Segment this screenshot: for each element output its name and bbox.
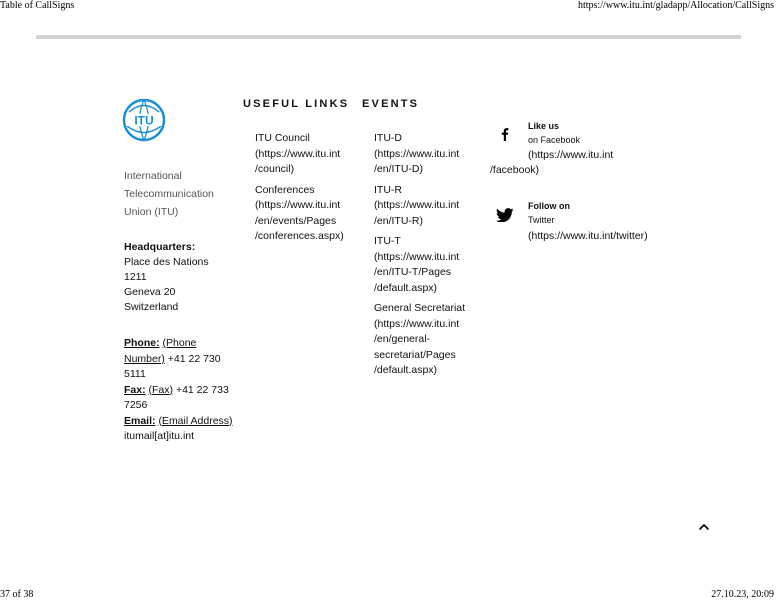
facebook-url-line-1: (https://www.itu.int <box>528 149 614 161</box>
org-line-1: International <box>124 170 182 182</box>
twitter-title: Follow on <box>528 201 570 211</box>
facebook-title: Like us <box>528 121 560 131</box>
phone-row <box>124 336 236 383</box>
email-label: Email: <box>124 414 156 427</box>
fax-row <box>124 383 236 414</box>
phone-label: Phone: <box>124 337 160 349</box>
contact-info <box>124 336 236 445</box>
link-conferences[interactable] <box>255 183 355 245</box>
org-line-2: Telecommunication <box>124 188 214 200</box>
address-line-1: Place des Nations <box>124 256 209 268</box>
email-value: itumail[at]itu.int <box>124 430 195 442</box>
link-label: ITU-R <box>374 183 402 196</box>
link-label: ITU Council <box>255 132 310 144</box>
link-label: ITU-D <box>374 132 402 144</box>
twitter-subtitle: Twitter <box>528 215 555 225</box>
link-itu-council[interactable] <box>255 131 355 178</box>
link-url: (https://www.itu.int /council) <box>255 147 341 175</box>
facebook-subtitle: on Facebook <box>528 135 581 145</box>
twitter-icon <box>496 208 514 222</box>
link-label: ITU-T <box>374 235 401 247</box>
print-footer-page: 37 of 38 <box>0 589 34 600</box>
facebook-icon <box>498 127 512 141</box>
fax-value: +41 22 733 7256 <box>124 383 229 411</box>
twitter-url: (https://www.itu.int/twitter) <box>528 230 648 242</box>
headquarters-label: Headquarters: <box>124 241 196 253</box>
link-url: (https://www.itu.int /en/general- secretariat/Pages /default.aspx) <box>374 317 460 376</box>
print-header-url: https://www.itu.int/gladapp/Allocation/CallSigns <box>577 0 774 11</box>
facebook-url-line-2: /facebook) <box>490 164 540 176</box>
link-url: (https://www.itu.int /en/ITU-R) <box>374 199 460 227</box>
link-itu-t[interactable] <box>374 234 474 296</box>
useful-links-list <box>255 131 355 250</box>
footer-divider <box>36 35 741 39</box>
fax-link[interactable]: (Fax) <box>148 383 174 396</box>
address-line-2: 1211 <box>124 271 147 283</box>
link-label: General Secretariat <box>374 302 466 314</box>
print-header-title: Table of CallSigns <box>0 0 75 11</box>
headquarters-address <box>124 240 209 315</box>
itu-logo-icon[interactable] <box>121 97 167 143</box>
events-heading: EVENTS <box>362 98 420 110</box>
link-itu-d[interactable] <box>374 131 474 178</box>
phone-link[interactable]: (Phone Number) <box>124 337 197 365</box>
address-line-3: Geneva 20 <box>124 286 176 298</box>
useful-links-heading: USEFUL LINKS <box>243 98 350 110</box>
link-url: (https://www.itu.int /en/events/Pages /conferences.aspx) <box>255 199 344 242</box>
events-list <box>374 131 474 384</box>
link-url: (https://www.itu.int /en/ITU-T/Pages /default.aspx) <box>374 250 460 294</box>
link-itu-r[interactable] <box>374 183 474 230</box>
phone-value: +41 22 730 5111 <box>124 352 221 380</box>
link-url: (https://www.itu.int /en/ITU-D) <box>374 147 460 175</box>
fax-label: Fax: <box>124 383 146 396</box>
address-line-4: Switzerland <box>124 301 179 313</box>
email-link[interactable]: (Email Address) <box>158 414 233 427</box>
link-general-secretariat[interactable] <box>374 301 474 379</box>
link-label: Conferences <box>255 183 315 196</box>
svg-text:ITU: ITU <box>134 113 154 128</box>
organization-name <box>124 167 214 221</box>
print-footer-datetime: 27.10.23, 20:09 <box>711 589 774 600</box>
org-line-3: Union (ITU) <box>124 206 179 218</box>
email-row <box>124 414 236 445</box>
chevron-up-icon[interactable] <box>697 520 711 534</box>
